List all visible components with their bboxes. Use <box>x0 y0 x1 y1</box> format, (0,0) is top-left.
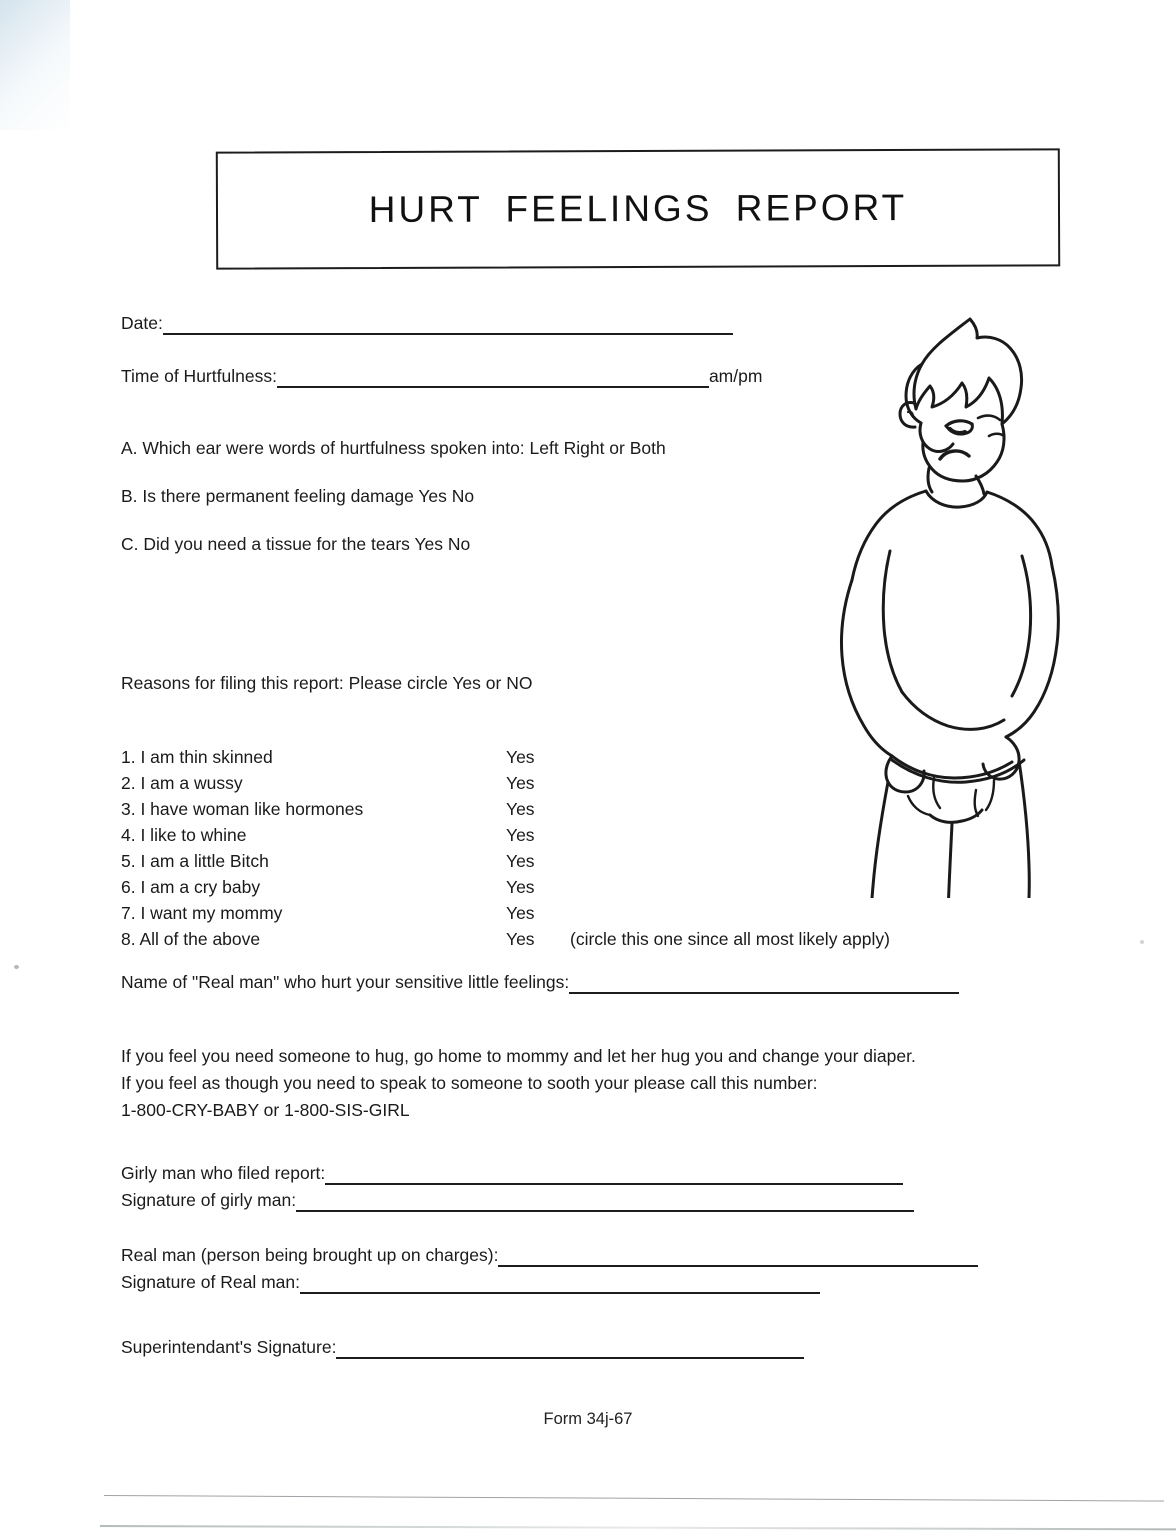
list-item[interactable] <box>121 851 890 877</box>
reason-yes-option[interactable]: Yes <box>506 825 535 845</box>
date-field-row <box>121 313 733 335</box>
list-item[interactable] <box>121 903 890 929</box>
title-box <box>216 148 1060 269</box>
girly-man-signature-input-line[interactable] <box>296 1196 914 1212</box>
advice-line-2: If you feel as though you need to speak to someone to sooth your please call this number: <box>121 1073 818 1093</box>
girly-man-filed-input-line[interactable] <box>325 1169 903 1185</box>
offender-name-input-line[interactable] <box>569 978 959 994</box>
question-a[interactable]: A. Which ear were words of hurtfulness spoken into: Left Right or Both <box>121 438 666 458</box>
superintendant-signature-row <box>121 1337 804 1359</box>
reason-label: 2. I am a wussy <box>121 773 243 793</box>
reason-yes-option[interactable]: Yes <box>506 903 535 923</box>
reason-note: (circle this one since all most likely apply) <box>570 929 890 949</box>
reason-label: 1. I am thin skinned <box>121 747 273 767</box>
date-input-line[interactable] <box>163 319 733 335</box>
superintendant-input-line[interactable] <box>336 1343 804 1359</box>
reasons-instruction: Reasons for filing this report: Please circle Yes or NO <box>121 673 533 693</box>
offender-name-row <box>121 972 959 994</box>
girly-man-signature-row <box>121 1190 914 1212</box>
reason-yes-option[interactable]: Yes <box>506 747 535 767</box>
real-man-signature-input-line[interactable] <box>300 1278 820 1294</box>
list-item[interactable] <box>121 747 890 773</box>
real-man-input-line[interactable] <box>498 1251 978 1267</box>
reason-label: 7. I want my mommy <box>121 903 283 923</box>
time-input-line[interactable] <box>277 372 709 388</box>
scan-speck-artifact <box>14 965 19 969</box>
reason-label: 4. I like to whine <box>121 825 247 845</box>
scan-tint-artifact <box>0 0 70 130</box>
sad-boy-illustration <box>826 308 1070 898</box>
reason-yes-option[interactable]: Yes <box>506 929 535 949</box>
page-edge-shadow <box>100 1525 1176 1530</box>
page-edge-line <box>104 1495 1164 1502</box>
reason-label: 6. I am a cry baby <box>121 877 261 897</box>
question-b[interactable]: B. Is there permanent feeling damage Yes No <box>121 486 475 506</box>
reason-label: 8. All of the above <box>121 929 261 949</box>
time-field-row <box>121 366 762 388</box>
reason-yes-option[interactable]: Yes <box>506 851 535 871</box>
advice-line-1: If you feel you need someone to hug, go home to mommy and let her hug you and change your diaper. <box>121 1046 916 1066</box>
real-man-signature-label: Signature of Real man: <box>121 1272 300 1292</box>
date-label: Date: <box>121 313 163 333</box>
real-man-signature-row <box>121 1272 820 1294</box>
form-number: Form 34j-67 <box>543 1410 633 1428</box>
list-item[interactable] <box>121 773 890 799</box>
question-c[interactable]: C. Did you need a tissue for the tears Yes No <box>121 534 471 554</box>
list-item[interactable] <box>121 825 890 851</box>
list-item[interactable] <box>121 799 890 825</box>
time-label: Time of Hurtfulness: <box>121 366 277 386</box>
list-item[interactable] <box>121 877 890 903</box>
girly-man-filed-row <box>121 1163 903 1185</box>
real-man-label: Real man (person being brought up on charges): <box>121 1245 499 1265</box>
offender-name-label: Name of "Real man" who hurt your sensitive little feelings: <box>121 972 570 992</box>
advice-paragraph <box>121 1043 916 1124</box>
page-title: HURT FEELINGS REPORT <box>368 186 908 231</box>
advice-line-3: 1-800-CRY-BABY or 1-800-SIS-GIRL <box>121 1100 410 1120</box>
reasons-list <box>121 747 890 955</box>
list-item[interactable] <box>121 929 890 955</box>
reason-yes-option[interactable]: Yes <box>506 799 535 819</box>
superintendant-label: Superintendant's Signature: <box>121 1337 337 1357</box>
scan-speck-artifact <box>1140 940 1144 944</box>
real-man-row <box>121 1245 978 1267</box>
reason-yes-option[interactable]: Yes <box>506 773 535 793</box>
girly-man-signature-label: Signature of girly man: <box>121 1190 297 1210</box>
reason-label: 3. I have woman like hormones <box>121 799 364 819</box>
time-suffix-label: am/pm <box>708 366 763 386</box>
reason-yes-option[interactable]: Yes <box>506 877 535 897</box>
girly-man-filed-label: Girly man who filed report: <box>121 1163 326 1183</box>
reason-label: 5. I am a little Bitch <box>121 851 269 871</box>
